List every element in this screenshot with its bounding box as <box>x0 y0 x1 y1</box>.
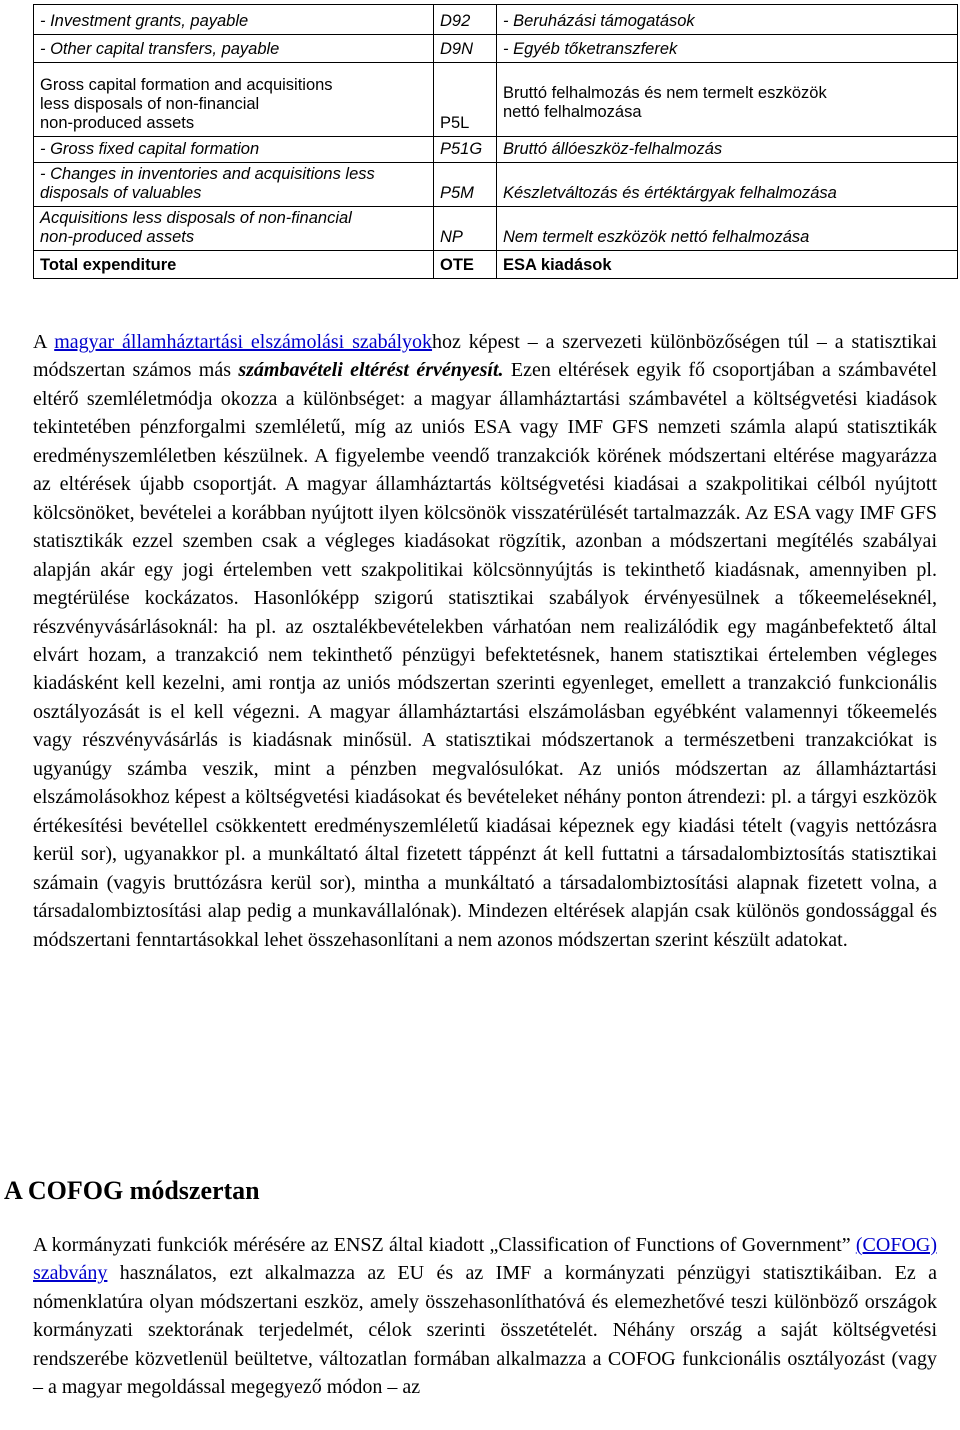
cofog-standard-link[interactable]: (COFOG) szabvány <box>33 1234 937 1285</box>
table-row <box>34 163 958 207</box>
table-cell-hu <box>497 63 958 137</box>
table-row <box>34 5 958 35</box>
paragraph-text: Ezen eltérések egyik fő csoportjában a számbavétel eltérő szemléletmódja okozza a különbséget: a magyar államháztartási számbavétel a költségvetési kiadások tekintetében pénzforgalmi szemléletű, míg az uniós ESA vagy IMF GFS nemzeti számla alapú statisztikák eredményszemléletben készülnek. A figyelembe veendő tranzakciók körének módszertani eltérése magyarázza az eltérések újabb csoportját. A magyar államháztartás költségvetési kiadásai a szakpolitikai célból nyújtott kölcsönöket, bevételei a korábban nyújtott ilyen kölcsönök visszatérülését tartalmazzák. Az ESA vagy IMF GFS statisztikák ezzel szemben csak a végleges kiadásokat rögzítik, azonban a módszertani megítélés szabályai alapján akár egy jogi értelemben vett szakpolitikai kölcsönnyújtás is tekinthető kiadásnak, amennyiben pl. megtérülése kockázatos. Hasonlóképp szigorú statisztikai szabályok érvényesülnek a tőkeemeléseknél, részvényvásárlásoknál: ha pl. az osztalékbevételekben várhatóan nem realizálódik egy magánbefektető által elvárt hozam, a tranzakció nem tekinthető pénzügyi befektetésnek, hanem statisztikai értelemben végleges kiadásként kell kezelni, ami rontja az uniós módszertan szerinti egyenleget, emellett a tranzakció funkcionális osztályozását is el kell végezni. A magyar államháztartási elszámolásban egyébként valamennyi tőkeemelés vagy részvényvásárlás is kiadásnak minősül. A statisztikai módszertanok a természetbeni tranzakciókat is ugyanúgy számba veszik, mint a pénzben megvalósulókat. Az uniós módszertan az államháztartási elszámolásokhoz képest a költségvetési kiadásokat és bevételeket néhány ponton átrendezi: pl. a tárgyi eszközök értékesítési bevétellel csökkentett eredményszemléletű kiadásai képeznek egy kiadási tételt (vagyis nettózásra kerül sor), ugyanakkor pl. a munkáltató által fizetett táppénzt át kell futtatni a társadalombiztosítás statisztikai számain (vagyis bruttózásra kerül sor), mintha a munkáltató a társadalombiztosítási alapnak fizetett volna, a társadalombiztosítási alap pedig a munkavállalónak). Mindezen eltérések alapján csak különös gondossággal és módszertani fenntartásokkal lehet összehasonlítani a nem azonos módszertan szerint készült adatokat. <box>33 359 938 951</box>
table-cell-hu: Készletváltozás és értéktárgyak felhalmozása <box>497 163 958 207</box>
paragraph-text: A <box>33 331 55 353</box>
table-cell-en <box>34 207 434 251</box>
paragraph-text: A kormányzati funkciók mérésére az ENSZ által kiadott „Classification of Functions of Government” <box>33 1234 856 1256</box>
table-row <box>34 137 958 163</box>
table-cell-hu: ESA kiadások <box>497 251 958 279</box>
section-title: A COFOG módszertan <box>4 1176 260 1205</box>
cell-line: - Changes in inventories and acquisitions less <box>40 165 375 183</box>
cell-line: non-produced assets <box>40 114 195 132</box>
cell-line: Acquisitions less disposals of non-financial <box>40 209 352 227</box>
paragraph-text: használatos, ezt alkalmazza az EU és az IMF a kormányzati pénzügyi statisztikáiban. Ez a nómenklatúra olyan módszertani eszköz, amely összehasonlíthatóvá és elemezhetővé teszi különböző országok kormányzati szektorának terjedelmét, célok szerinti összetételét. Néhány ország a saját költségvetési rendszerébe közvetlenül beültetve, változatlan formában alkalmazza a COFOG funkcionális osztályozást (vagy – a magyar megoldással megegyező módon – az <box>33 1262 937 1399</box>
table-cell-en: - Investment grants, payable <box>34 5 434 35</box>
table-cell-hu: Nem termelt eszközök nettó felhalmozása <box>497 207 958 251</box>
accounting-rules-link[interactable]: magyar államháztartási elszámolási szabályok <box>54 331 433 353</box>
table-row <box>34 35 958 63</box>
table-cell-code: OTE <box>434 251 497 279</box>
table-cell-en: - Other capital transfers, payable <box>34 35 434 63</box>
table-cell-code: D92 <box>434 5 497 35</box>
cell-line: nettó felhalmozása <box>503 103 642 121</box>
table-cell-hu: Bruttó állóeszköz-felhalmozás <box>497 137 958 163</box>
table-cell-en <box>34 63 434 137</box>
body-paragraph-methodology <box>33 328 937 954</box>
table-cell-code: D9N <box>434 35 497 63</box>
table-cell-hu: - Beruházási támogatások <box>497 5 958 35</box>
cell-line: non-produced assets <box>40 228 195 246</box>
table-cell-code: NP <box>434 207 497 251</box>
table-cell-hu: - Egyéb tőketranszferek <box>497 35 958 63</box>
esa-code-table <box>33 4 958 279</box>
cell-line: Gross capital formation and acquisitions <box>40 76 333 94</box>
table-cell-code: P51G <box>434 137 497 163</box>
table-cell-code: P5M <box>434 163 497 207</box>
paragraph-text: hoz képest – a szervezeti különbözőségen túl – a statisztikai módszertan számos más <box>33 331 937 382</box>
table-cell-code: P5L <box>434 63 497 137</box>
cell-line: Bruttó felhalmozás és nem termelt eszközök <box>503 84 827 102</box>
table-cell-en <box>34 163 434 207</box>
table-cell-en: - Gross fixed capital formation <box>34 137 434 163</box>
cell-line: less disposals of non-financial <box>40 95 260 113</box>
cell-line: disposals of valuables <box>40 184 202 202</box>
table-row <box>34 251 958 279</box>
table-cell-en: Total expenditure <box>34 251 434 279</box>
emphasis-text: számbavételi eltérést érvényesít. <box>238 359 504 382</box>
table-row <box>34 63 958 137</box>
body-paragraph-cofog <box>33 1231 937 1402</box>
table-row <box>34 207 958 251</box>
